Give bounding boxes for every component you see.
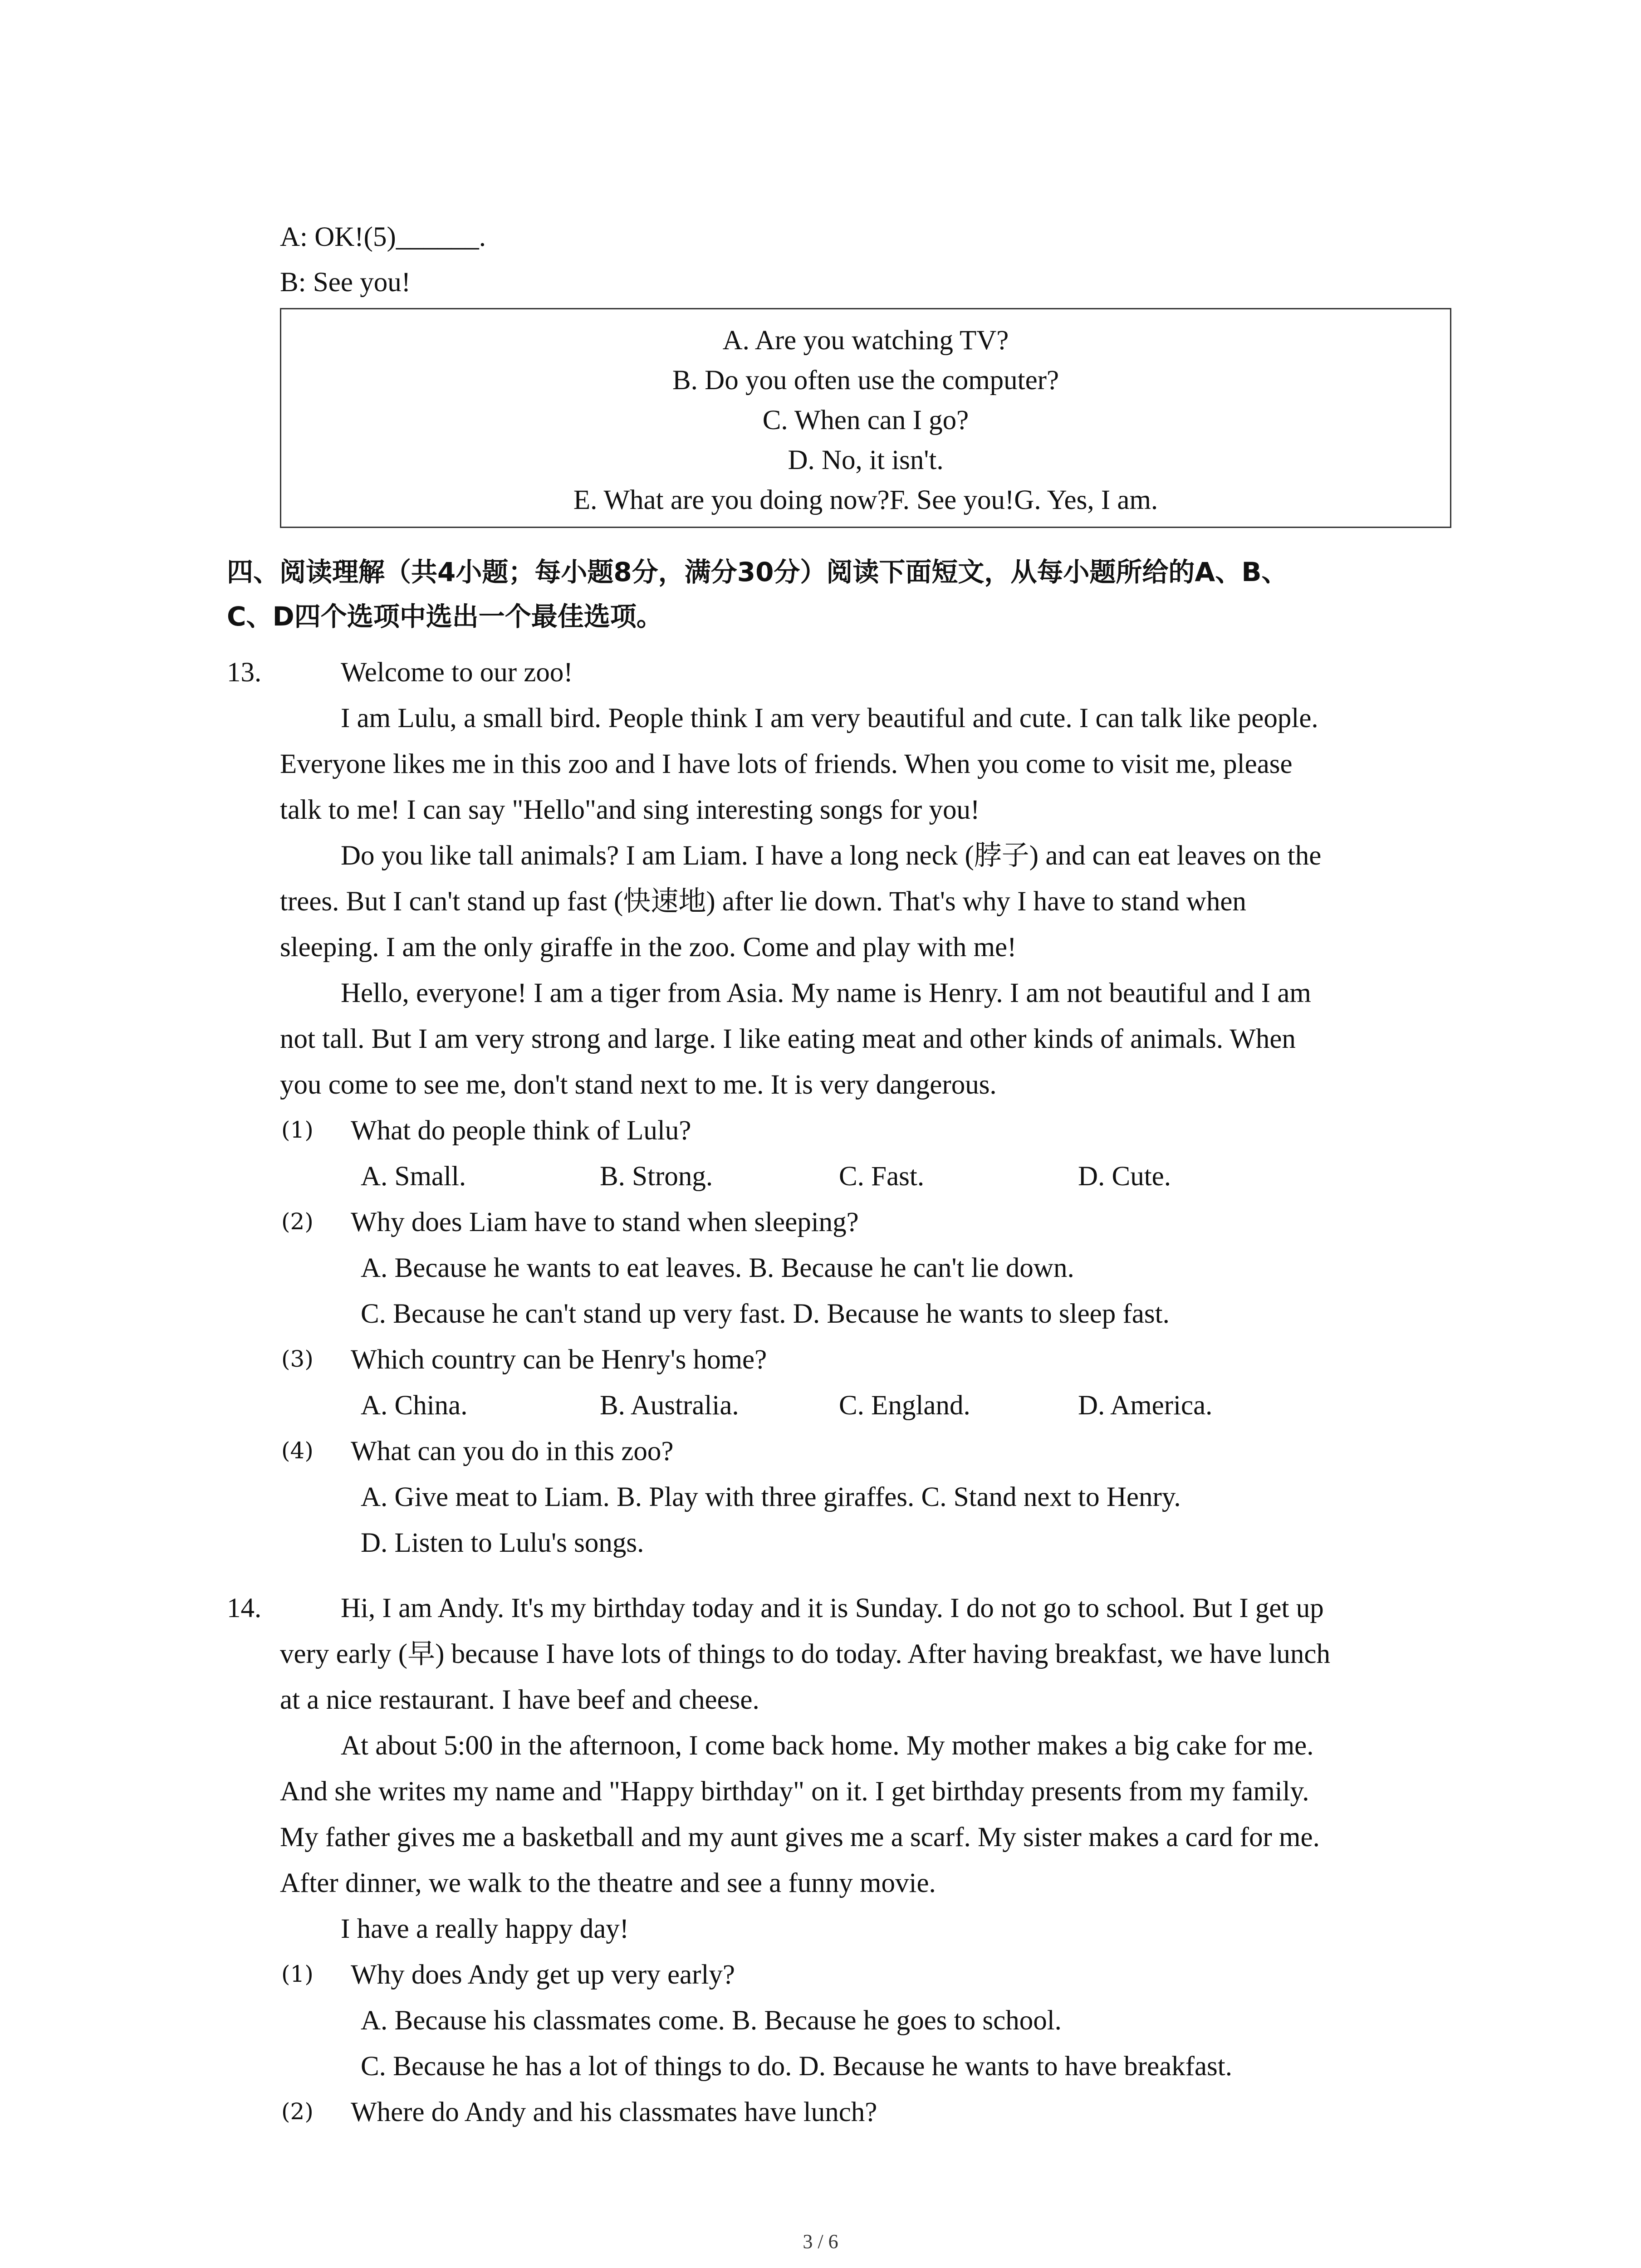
passage-line: I have a really happy day!: [341, 1914, 629, 1944]
sub-question-text: Why does Andy get up very early?: [351, 1960, 735, 1990]
answer-options-line: D. Listen to Lulu's songs.: [361, 1528, 644, 1558]
passage-title: Welcome to our zoo!: [341, 657, 573, 688]
section-title-line2: C、D四个选项中选出一个最佳选项。: [227, 601, 663, 632]
option-c: C. When can I go?: [762, 405, 969, 435]
passage-line: After dinner, we walk to the theatre and see a funny movie.: [280, 1868, 936, 1898]
option-d: D. No, it isn't.: [788, 445, 944, 475]
passage-line: talk to me! I can say "Hello"and sing interesting songs for you!: [280, 795, 980, 825]
dialogue-line-b: B: See you!: [280, 267, 411, 298]
dialogue-line-a: A: OK!(5)______.: [280, 222, 486, 252]
sub-question-text: What do people think of Lulu?: [351, 1115, 691, 1146]
answer-options-line: C. Because he has a lot of things to do. D. Because he wants to have breakfast.: [361, 2051, 1232, 2082]
question-number-13: 13.: [227, 657, 262, 688]
option-b: B. Do you often use the computer?: [672, 365, 1059, 396]
passage-line: not tall. But I am very strong and large. I like eating meat and other kinds of animals. When: [280, 1024, 1296, 1054]
passage-line: very early (早) because I have lots of things to do today. After having breakfast, we have lunch: [280, 1639, 1330, 1669]
answer-option: D. America.: [1078, 1390, 1213, 1421]
passage-line: Hello, everyone! I am a tiger from Asia. My name is Henry. I am not beautiful and I am: [341, 978, 1311, 1008]
sub-question-text: Which country can be Henry's home?: [351, 1344, 767, 1375]
sub-question-number: (1): [281, 1961, 314, 1987]
answer-option: C. Fast.: [839, 1161, 925, 1192]
passage-line: At about 5:00 in the afternoon, I come back home. My mother makes a big cake for me.: [341, 1730, 1314, 1761]
sub-question-number: (2): [281, 2098, 314, 2125]
answer-option: A. Small.: [361, 1161, 466, 1192]
page-number: 3 / 6: [803, 2230, 838, 2253]
answer-options-line: A. Give meat to Liam. B. Play with three giraffes. C. Stand next to Henry.: [361, 1482, 1181, 1512]
passage-line: Everyone likes me in this zoo and I have lots of friends. When you come to visit me, please: [280, 749, 1293, 779]
sub-question-text: What can you do in this zoo?: [351, 1436, 674, 1466]
answer-options-line: A. Because his classmates come. B. Because he goes to school.: [361, 2005, 1062, 2036]
answer-option: A. China.: [361, 1390, 468, 1421]
sub-question-number: (1): [281, 1117, 314, 1143]
passage-line: you come to see me, don't stand next to me. It is very dangerous.: [280, 1070, 997, 1100]
sub-question-text: Why does Liam have to stand when sleeping?: [351, 1207, 859, 1237]
answer-option: B. Australia.: [600, 1390, 739, 1421]
passage-line: trees. But I can't stand up fast (快速地) after lie down. That's why I have to stand when: [280, 886, 1246, 917]
options-box: [280, 308, 1451, 528]
section-title-line1: 四、阅读理解（共4小题；每小题8分，满分30分）阅读下面短文，从每小题所给的A、B、: [227, 557, 1288, 587]
answer-option: B. Strong.: [600, 1161, 713, 1192]
option-a: A. Are you watching TV?: [722, 325, 1009, 356]
option-e-f-g: E. What are you doing now?F. See you!G. Yes, I am.: [573, 485, 1158, 515]
sub-question-number: (3): [281, 1346, 314, 1372]
sub-question-number: (2): [281, 1208, 314, 1235]
passage-line: I am Lulu, a small bird. People think I am very beautiful and cute. I can talk like people.: [341, 703, 1318, 733]
sub-question-number: (4): [281, 1437, 314, 1464]
passage-line: And she writes my name and "Happy birthday" on it. I get birthday presents from my family.: [280, 1776, 1309, 1807]
passage-line: Do you like tall animals? I am Liam. I have a long neck (脖子) and can eat leaves on the: [341, 841, 1322, 871]
question-number-14: 14.: [227, 1593, 262, 1623]
answer-options-line: A. Because he wants to eat leaves. B. Because he can't lie down.: [361, 1253, 1074, 1283]
passage-line: Hi, I am Andy. It's my birthday today and it is Sunday. I do not go to school. But I get up: [341, 1593, 1324, 1623]
sub-question-text: Where do Andy and his classmates have lunch?: [351, 2097, 877, 2127]
passage-line: My father gives me a basketball and my aunt gives me a scarf. My sister makes a card for me.: [280, 1822, 1320, 1853]
answer-options-line: C. Because he can't stand up very fast. D. Because he wants to sleep fast.: [361, 1299, 1170, 1329]
answer-option: D. Cute.: [1078, 1161, 1171, 1192]
answer-option: C. England.: [839, 1390, 970, 1421]
passage-line: sleeping. I am the only giraffe in the zoo. Come and play with me!: [280, 932, 1017, 963]
passage-line: at a nice restaurant. I have beef and cheese.: [280, 1685, 759, 1715]
